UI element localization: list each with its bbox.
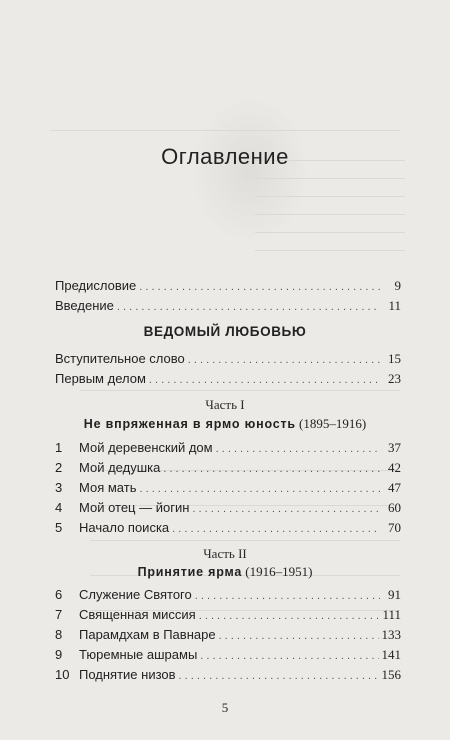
- page-title: Оглавление: [161, 144, 289, 169]
- leader-dots: [195, 590, 380, 602]
- page-number: 5: [221, 700, 229, 715]
- chapter-title: Мой деревенский дом: [79, 440, 213, 455]
- leader-dots: [139, 281, 380, 293]
- chapter-entry[interactable]: [55, 667, 401, 683]
- chapter-entry[interactable]: [55, 440, 401, 456]
- part-title-text: Принятие ярма: [137, 565, 243, 579]
- chapter-entry[interactable]: [55, 627, 401, 643]
- toc-entry-page: 15: [388, 351, 401, 366]
- chapter-entry[interactable]: [55, 500, 401, 516]
- leader-dots: [216, 443, 380, 455]
- section-heading: ВЕДОМЫЙ ЛЮБОВЬЮ: [143, 324, 307, 339]
- part-title: [0, 564, 450, 580]
- chapter-title: Тюремные ашрамы: [79, 647, 198, 662]
- leader-dots: [149, 374, 380, 386]
- chapter-page: 47: [388, 480, 401, 495]
- chapter-page: 91: [388, 587, 401, 602]
- toc-entry-label: Вступительное слово: [55, 351, 185, 366]
- chapter-title: Парамдхам в Павнаре: [79, 627, 216, 642]
- chapter-title: Служение Святого: [79, 587, 192, 602]
- toc-entry-page: 11: [388, 298, 401, 313]
- chapter-page: 37: [388, 440, 401, 455]
- leader-dots: [219, 630, 379, 642]
- toc-entry-label: Введение: [55, 298, 114, 313]
- chapter-number: 2: [55, 460, 63, 475]
- chapter-entry[interactable]: [55, 520, 401, 536]
- leader-dots: [117, 301, 380, 313]
- toc-entry[interactable]: [55, 371, 401, 387]
- leader-dots: [139, 483, 380, 495]
- chapter-entry[interactable]: [55, 460, 401, 476]
- chapter-number: 6: [55, 587, 63, 602]
- chapter-title: Мой отец — йогин: [79, 500, 190, 515]
- chapter-entry[interactable]: [55, 587, 401, 603]
- chapter-page: 60: [388, 500, 401, 515]
- leader-dots: [179, 670, 379, 682]
- chapter-number: 1: [55, 440, 63, 455]
- leader-dots: [200, 650, 378, 662]
- toc-entry[interactable]: [55, 351, 401, 367]
- leader-dots: [172, 523, 380, 535]
- part-years: (1916–1951): [245, 564, 313, 579]
- chapter-number: 7: [55, 607, 63, 622]
- chapter-page: 111: [382, 607, 401, 622]
- toc-entry-label: Первым делом: [55, 371, 146, 386]
- toc-entry-page: 23: [388, 371, 401, 386]
- chapter-entry[interactable]: [55, 607, 401, 623]
- chapter-title: Священная миссия: [79, 607, 196, 622]
- chapter-page: 133: [381, 627, 401, 642]
- chapter-page: 156: [381, 667, 401, 682]
- toc-entry[interactable]: [55, 278, 401, 294]
- leader-dots: [192, 503, 380, 515]
- chapter-page: 70: [388, 520, 401, 535]
- part-label: Часть I: [205, 397, 245, 412]
- chapter-number: 4: [55, 500, 63, 515]
- chapter-title: Начало поиска: [79, 520, 170, 535]
- chapter-page: 42: [388, 460, 401, 475]
- part-title: [0, 416, 450, 432]
- chapter-title: Моя мать: [79, 480, 137, 495]
- toc-entry[interactable]: [55, 298, 401, 314]
- show-through-portrait: [190, 95, 310, 245]
- chapter-title: Мой дедушка: [79, 460, 161, 475]
- chapter-number: 9: [55, 647, 63, 662]
- leader-dots: [188, 354, 380, 366]
- chapter-number: 10: [55, 667, 70, 682]
- chapter-number: 8: [55, 627, 63, 642]
- toc-entry-page: 9: [394, 278, 401, 293]
- chapter-page: 141: [381, 647, 401, 662]
- chapter-title: Поднятие низов: [79, 667, 176, 682]
- chapter-entry[interactable]: [55, 480, 401, 496]
- part-label: Часть II: [203, 546, 247, 561]
- leader-dots: [163, 463, 380, 475]
- leader-dots: [199, 610, 380, 622]
- chapter-number: 5: [55, 520, 63, 535]
- part-title-text: Не впряженная в ярмо юность: [83, 417, 296, 431]
- chapter-entry[interactable]: [55, 647, 401, 663]
- chapter-number: 3: [55, 480, 63, 495]
- toc-entry-label: Предисловие: [55, 278, 137, 293]
- part-years: (1895–1916): [299, 416, 367, 431]
